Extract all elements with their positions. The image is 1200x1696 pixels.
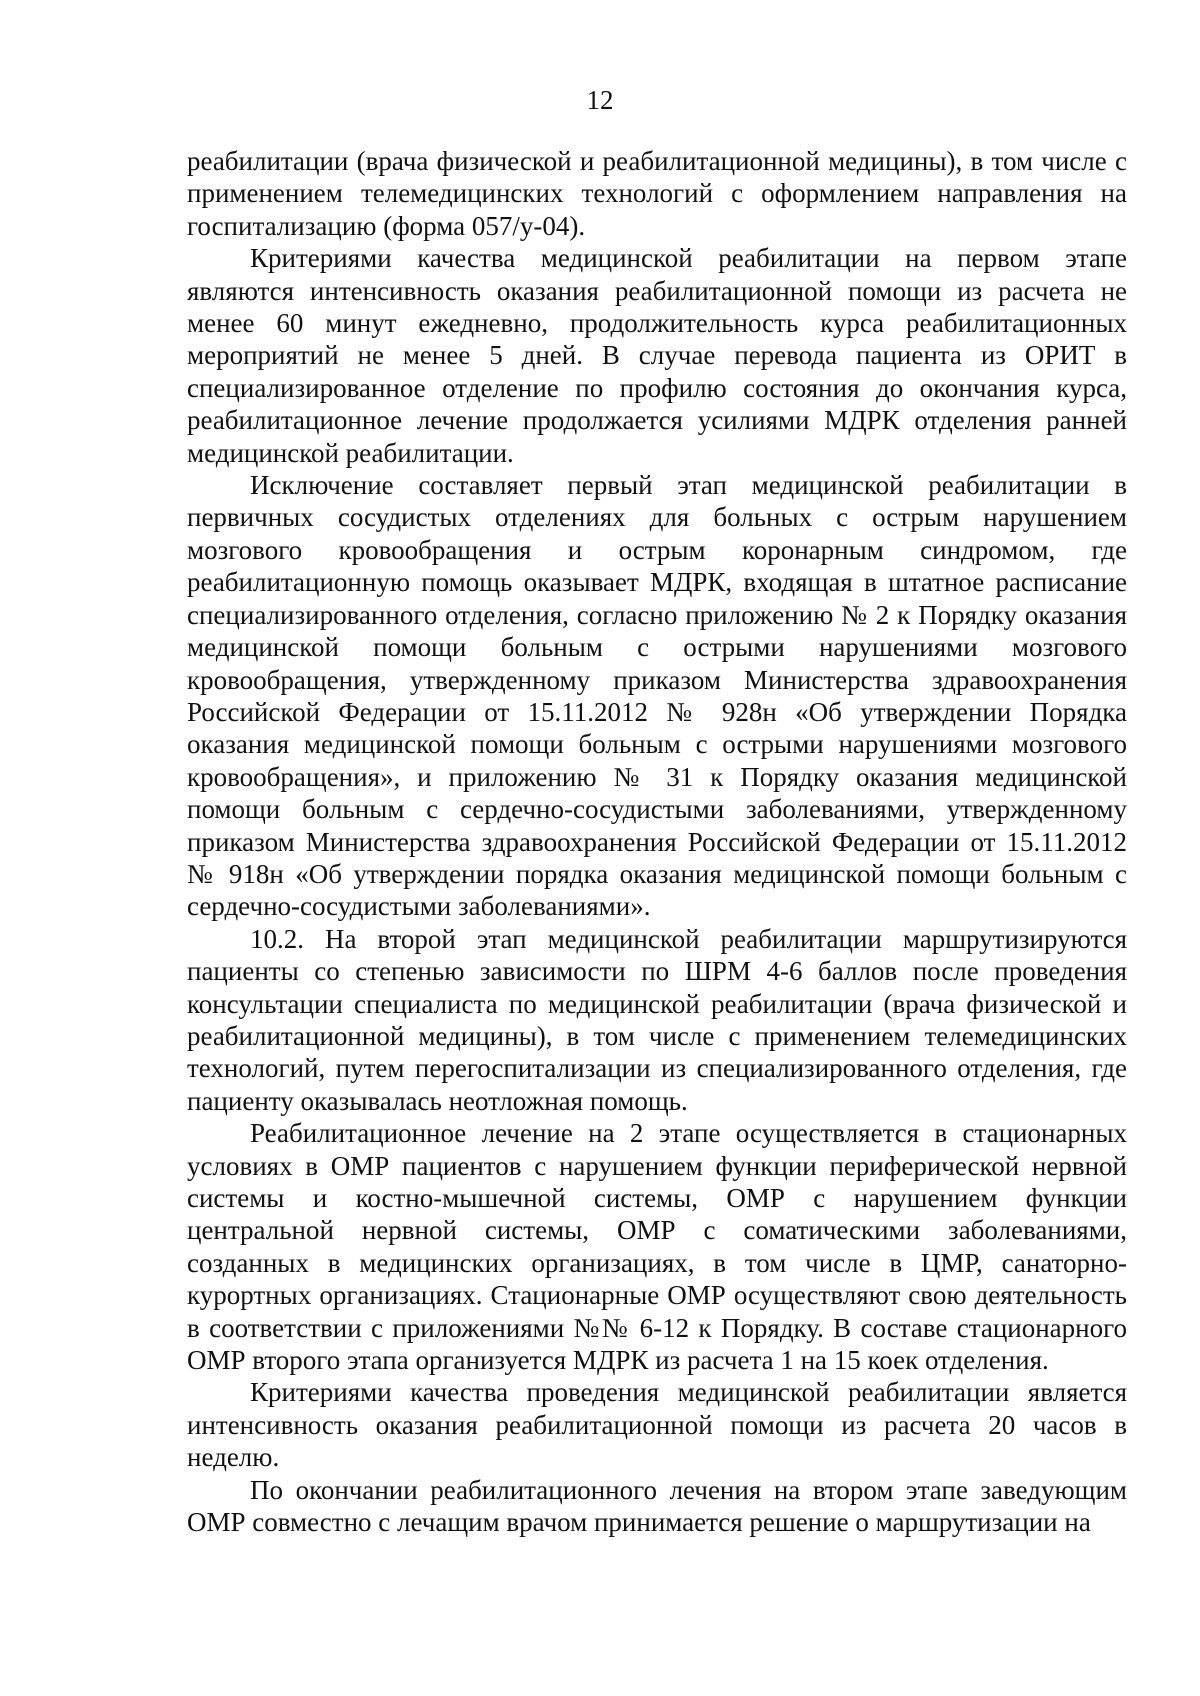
paragraph-end-of-stage-2: По окончании реабилитационного лечения на втором этапе заведующим ОМР совместно с лечащим врачом принимается решение о маршрутизации на <box>187 1474 1127 1538</box>
paragraph-10-2: 10.2. На второй этап медицинской реабилитации маршрутизируются пациенты со степенью зависимости по ШРМ 4-6 баллов после проведения консультации специалиста по медицинской реабилитации (врача физической и реабилитационной медицины), в том числе с применением телемедицинских технологий, путем перегоспитализации из специализированного отделения, где пациенту оказывалась неотложная помощь. <box>187 923 1127 1116</box>
paragraph-exception: Исключение составляет первый этап медицинской реабилитации в первичных сосудистых отделениях для больных с острым нарушением мозгового кровообращения и острым коронарным синдромом, где реабилитационную помощь оказывает МДРК, входящая в штатное расписание специализированного отделения, согласно приложению № 2 к Порядку оказания медицинской помощи больным с острыми нарушениями мозгового кровообращения, утвержденному приказом Министерства здравоохранения Российской Федерации от 15.11.2012 № 928н «Об утверждении Порядка оказания медицинской помощи больным с острыми нарушениями мозгового кровообращения», и приложению № 31 к Порядку оказания медицинской помощи больным с сердечно-сосудистыми заболеваниями, утвержденному приказом Министерства здравоохранения Российской Федерации от 15.11.2012 № 918н «Об утверждении порядка оказания медицинской помощи больным с сердечно-сосудистыми заболеваниями». <box>187 470 1127 922</box>
page-number: 12 <box>586 85 614 115</box>
document-body <box>187 145 1127 1538</box>
paragraph-continuation: реабилитации (врача физической и реабилитационной медицины), в том числе с применением телемедицинских технологий с оформлением направления на госпитализацию (форма 057/у-04). <box>187 146 1127 241</box>
paragraph-quality-criteria-stage-1: Критериями качества медицинской реабилитации на первом этапе являются интенсивность оказания реабилитационной помощи из расчета не менее 60 минут ежедневно, продолжительность курса реабилитационных мероприятий не менее 5 дней. В случае перевода пациента из ОРИТ в специализированное отделение по профилю состояния до окончания курса, реабилитационное лечение продолжается усилиями МДРК отделения ранней медицинской реабилитации. <box>187 243 1127 468</box>
paragraph-stage-2-treatment: Реабилитационное лечение на 2 этапе осуществляется в стационарных условиях в ОМР пациентов с нарушением функции периферической нервной системы и костно-мышечной системы, ОМР с нарушением функции центральной нервной системы, ОМР с соматическими заболеваниями, созданных в медицинских организациях, в том числе в ЦМР, санаторно-курортных организациях. Стационарные ОМР осуществляют свою деятельность в соответствии с приложениями №№ 6-12 к Порядку. В составе стационарного ОМР второго этапа организуется МДРК из расчета 1 на 15 коек отделения. <box>187 1118 1127 1376</box>
paragraph-quality-criteria-stage-2: Критериями качества проведения медицинской реабилитации является интенсивность оказания реабилитационной помощи из расчета 20 часов в неделю. <box>187 1377 1127 1473</box>
